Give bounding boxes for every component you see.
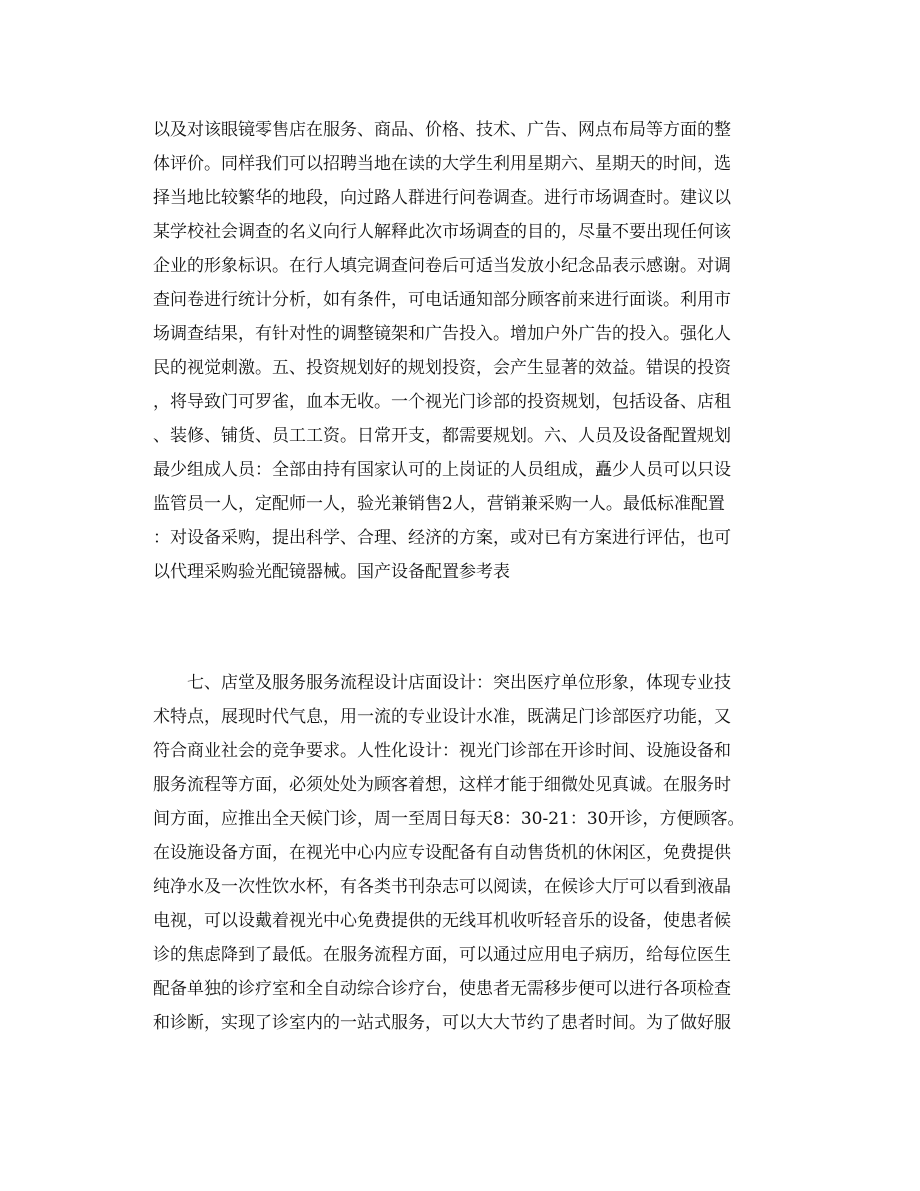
text-line: 在设施设备方面，在视光中心内应专设配备有自动售货机的休闲区，免费提供 — [153, 843, 731, 863]
text-line: 某学校社会调查的名义向行人解释此次市场调查的目的，尽量不要出现任何该 — [153, 222, 731, 242]
text-line: 择当地比较繁华的地段，向过路人群进行问卷调查。进行市场调查时。建议以 — [153, 188, 731, 208]
text-line: 诊的焦虑降到了最低。在服务流程方面，可以通过应用电子病历，给每位医生 — [153, 945, 731, 965]
text-line: 纯净水及一次性饮水杯，有各类书刊杂志可以阅读，在候诊大厅可以看到液晶 — [153, 877, 731, 897]
text-line: 最少组成人员：全部由持有国家认可的上岗证的人员组成，矗少人员可以只设 — [153, 460, 731, 480]
text-line: 七、店堂及服务服务流程设计店面设计：突出医疗单位形象，体现专业技 — [187, 673, 731, 693]
text-line: ：对设备采购，提出科学、合理、经济的方案，或对已有方案进行评估，也可 — [153, 528, 731, 548]
text-line: 以及对该眼镜零售店在服务、商品、价格、技术、广告、网点布局等方面的整 — [153, 120, 731, 140]
text-line: ，将导致门可罗雀，血本无收。一个视光门诊部的投资规划，包括设备、店租 — [153, 392, 731, 412]
text-line: 查问卷进行统计分析，如有条件，可电话通知部分顾客前来进行面谈。利用市 — [153, 290, 731, 310]
text-line: 监管员一人，定配师一人，验光兼销售2人，营销兼采购一人。最低标准配置 — [153, 494, 725, 514]
text-line: 和诊断，实现了诊室内的一站式服务，可以大大节约了患者时间。为了做好服 — [153, 1013, 731, 1033]
text-line: 配备单独的诊疗室和全自动综合诊疗台，使患者无需移步便可以进行各项检查 — [153, 979, 731, 999]
text-line: 企业的形象标识。在行人填完调查问卷后可适当发放小纪念品表示感谢。对调 — [153, 256, 731, 276]
text-line: 民的视觉刺激。五、投资规划好的规划投资，会产生显著的效益。错误的投资 — [153, 358, 731, 378]
text-line: 体评价。同样我们可以招聘当地在读的大学生利用星期六、星期天的时间，选 — [153, 154, 731, 174]
text-line: 以代理采购验光配镜器械。国产设备配置参考表 — [153, 562, 510, 582]
text-line: 术特点，展现时代气息，用一流的专业设计水准，既满足门诊部医疗功能，又 — [153, 707, 731, 727]
paragraph-1 — [153, 113, 773, 589]
paragraph-2 — [153, 666, 773, 1040]
text-line: 场调查结果，有针对性的调整镜架和广告投入。增加户外广告的投入。强化人 — [153, 324, 731, 344]
text-line: 符合商业社会的竞争要求。人性化设计：视光门诊部在开诊时间、设施设备和 — [153, 741, 731, 761]
text-line: 间方面，应推出全天候门诊，周一至周日每天8：30-21：30开诊，方便顾客。 — [153, 809, 745, 829]
text-line: 电视，可以设戴着视光中心免费提供的无线耳机收听轻音乐的设备，使患者候 — [153, 911, 731, 931]
text-line: 、装修、铺货、员工工资。日常开支，都需要规划。六、人员及设备配置规划 — [153, 426, 731, 446]
text-line: 服务流程等方面，必须处处为顾客着想，这样才能于细微处见真诚。在服务时 — [153, 775, 731, 795]
